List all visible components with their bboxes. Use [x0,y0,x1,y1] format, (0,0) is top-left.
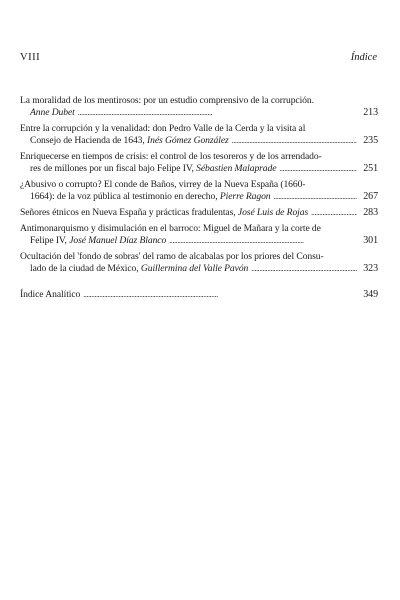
toc-entry-author: Anne Dubet [30,106,75,118]
toc-entry-title-line: Entre la corrupción y la venalidad: don Pedro Valle de la Cerda y la visita al [20,122,306,134]
toc-entry-last-line [20,135,378,147]
toc-entry-title-line: ¿Abusivo o corrupto? El conde de Baños, virrey de la Nueva España (1660- [20,178,306,190]
toc-entry-author: Inés Gómez González [147,134,229,146]
toc-entry-last-line [20,289,378,301]
toc-entry-author: José Luis de Rojas [237,206,309,218]
toc-entry-title-line: Enriquecerse en tiempos de crisis: el control de los tesoreros y de los arrendado- [20,150,322,162]
toc-entry-page: 283 [363,206,378,218]
toc-entry-title-end: Consejo de Hacienda de 1643, [30,134,148,146]
dot-leader [279,163,357,175]
toc-entry-last-line [20,163,378,175]
toc-entry-last-line [20,263,378,275]
toc-entry-title-end: Señores étnicos en Nueva España y prácticas fradulentas, [20,206,238,218]
toc-entry-author: José Manuel Díaz Blanco [69,234,167,246]
toc-entry-page: 213 [363,106,378,118]
dot-leader [251,263,357,275]
toc-entry-page: 267 [363,190,378,202]
toc-entry-author: Pierre Ragon [219,190,271,202]
toc-entry-title-line: La moralidad de los mentirosos: por un estudio comprensivo de la corrupción. [20,95,314,106]
toc-entry-author: Sébastien Malaprade [196,162,277,174]
toc-entry [20,207,378,219]
toc-entry [20,123,378,146]
toc-entry-author: Guillermina del Valle Pavón [140,262,249,274]
toc-entry-title-line: Ocultación del 'fondo de sobras' del ramo de alcabalas por los priores del Consu- [20,251,324,263]
toc-entry-title-end: Felipe IV, [30,234,70,246]
toc-entry [20,251,378,274]
toc-entry-last-line [20,207,378,219]
page-number: VIII [20,52,41,63]
toc-entry-last-line [20,235,378,247]
index-title: Índice Analítico [20,288,81,300]
dot-leader [274,191,357,203]
toc-entry-title-end: lado de la ciudad de México, [30,262,141,274]
toc-entry [20,179,378,202]
toc-entry [20,223,378,246]
toc-entry-title-end: 1664): de la voz pública al testimonio en derecho, [30,190,220,202]
dot-leader [169,235,357,247]
dot-leader [311,207,357,219]
dot-leader [83,289,357,301]
toc-entry [20,95,378,118]
toc-entry-page: 251 [363,162,378,174]
table-of-contents [20,95,378,305]
section-title: Índice [350,52,377,63]
toc-entry-page: 323 [363,262,378,274]
dot-leader [232,135,357,147]
toc-entry-title-line: Antimonarquismo y disimulación en el barroco: Miguel de Mañara y la corte de [20,223,321,235]
toc-entry-page: 235 [363,134,378,146]
running-head [20,52,377,68]
toc-entry-last-line [20,191,378,203]
toc-entry-index [20,289,378,301]
toc-entry-title-end: res de millones por un fiscal bajo Felipe IV, [30,162,197,174]
toc-entry-page: 301 [363,234,378,246]
toc-entry [20,151,378,174]
toc-entry-last-line [20,107,378,119]
dot-leader [78,107,357,119]
index-page: 349 [363,288,378,300]
